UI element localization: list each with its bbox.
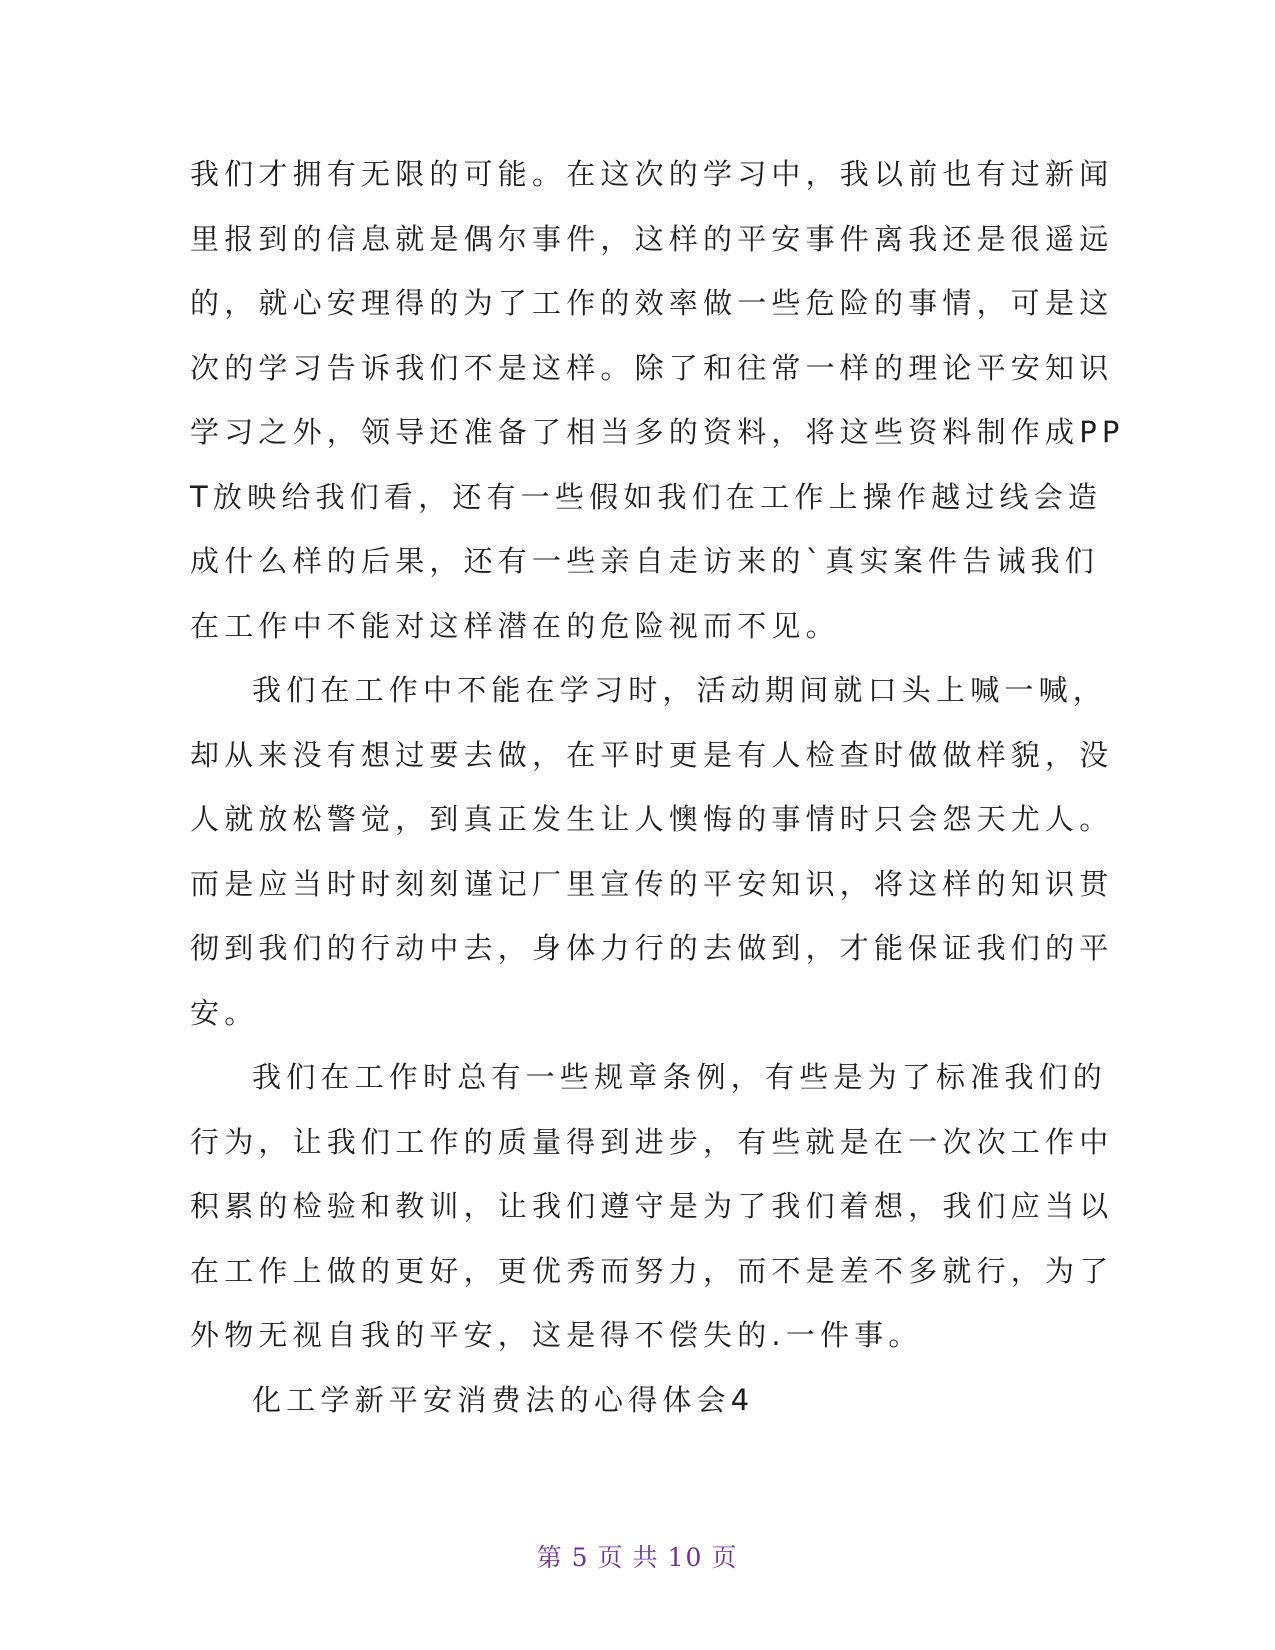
footer-suffix: 页 bbox=[711, 1543, 739, 1572]
text-line: 在工作上做的更好，更优秀而努力，而不是差不多就行，为了 bbox=[190, 1253, 1114, 1288]
page-footer bbox=[0, 1538, 1275, 1574]
text-line: 而是应当时时刻刻谨记厂里宣传的平安知识，将这样的知识贯 bbox=[190, 866, 1114, 901]
text-line: 人就放松警觉，到真正发生让人懊悔的事情时只会怨天尤人。 bbox=[190, 802, 1114, 836]
text-line: 在工作中不能对这样潜在的危险视而不见。 bbox=[190, 608, 840, 643]
paragraph-start-line: 我们在工作中不能在学习时，活动期间就口头上喊一喊， bbox=[252, 673, 1108, 707]
text-line: 行为，让我们工作的质量得到进步，有些就是在一次次工作中 bbox=[190, 1124, 1114, 1159]
total-pages-number: 10 bbox=[667, 1543, 704, 1572]
text-line: 次的学习告诉我们不是这样。除了和往常一样的理论平安知识 bbox=[190, 350, 1114, 385]
text-line: 我们才拥有无限的可能。在这次的学习中，我以前也有过新闻 bbox=[190, 157, 1114, 191]
current-page-number: 5 bbox=[571, 1543, 590, 1572]
text-line: 外物无视自我的平安，这是得不偿失的.一件事。 bbox=[190, 1318, 923, 1352]
document-body bbox=[190, 142, 1125, 1432]
text-line: 安。 bbox=[190, 995, 259, 1030]
text-line: 学习之外，领导还准备了相当多的资料，将这些资料制作成PP bbox=[190, 415, 1125, 449]
text-line: 成什么样的后果，还有一些亲自走访来的`真实案件告诫我们 bbox=[190, 544, 1099, 578]
text-line: 的，就心安理得的为了工作的效率做一些危险的事情，可是这 bbox=[190, 286, 1114, 320]
footer-page-label: 页 bbox=[597, 1543, 625, 1572]
text-line: 积累的检验和教训，让我们遵守是为了我们着想，我们应当以 bbox=[190, 1189, 1114, 1223]
text-line: T放映给我们看，还有一些假如我们在工作上操作越过线会造 bbox=[190, 479, 1103, 514]
footer-prefix: 第 bbox=[536, 1543, 564, 1572]
text-line: 却从来没有想过要去做，在平时更是有人检查时做做样貌，没 bbox=[190, 737, 1114, 772]
footer-total-label: 共 bbox=[632, 1543, 660, 1572]
section-heading: 化工学新平安消费法的心得体会4 bbox=[252, 1382, 755, 1417]
paragraph-start-line: 我们在工作时总有一些规章条例，有些是为了标准我们的 bbox=[252, 1060, 1108, 1094]
text-line: 彻到我们的行动中去，身体力行的去做到，才能保证我们的平 bbox=[190, 931, 1114, 965]
text-line: 里报到的信息就是偶尔事件，这样的平安事件离我还是很遥远 bbox=[190, 221, 1114, 256]
